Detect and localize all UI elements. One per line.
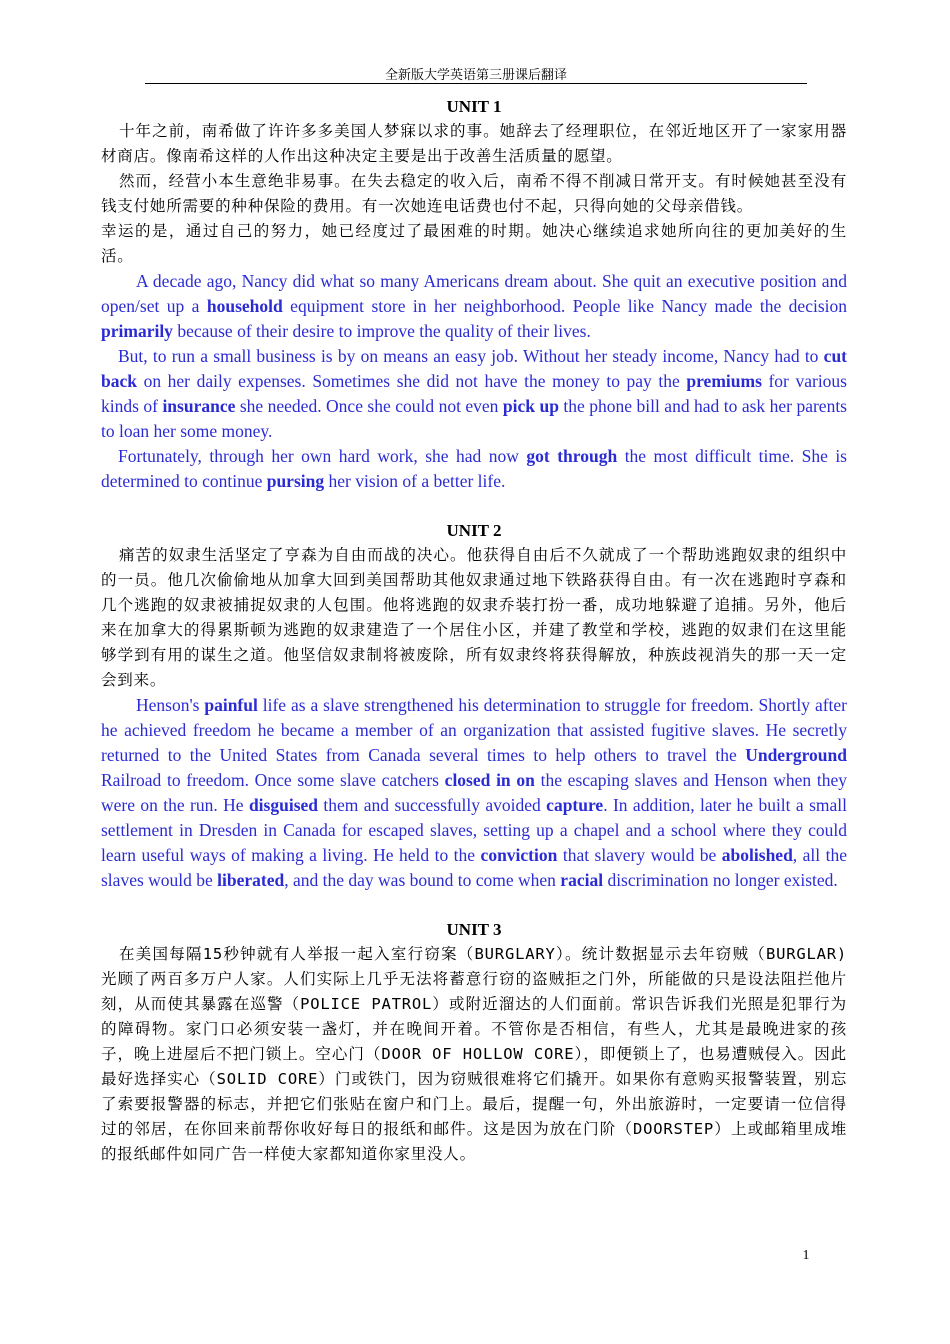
vocabulary-term: liberated bbox=[217, 870, 285, 890]
chinese-paragraph: 痛苦的奴隶生活坚定了亨森为自由而战的决心。他获得自由后不久就成了一个帮助逃跑奴隶的组织中的一员。他几次偷偷地从加拿大回到美国帮助其他奴隶通过地下铁路获得自由。有一次在逃跑时亨森和几个逃跑的奴隶被捕捉奴隶的人包围。他将逃跑的奴隶乔装打扮一番，成功地躲避了追捕。另外，他后来在加拿大的得累斯顿为逃跑的奴隶建造了一个居住小区，并建了教堂和学校，逃跑的奴隶们在这里能够学到有用的谋生之道。他坚信奴隶制将被废除，所有奴隶终将获得解放，种族歧视消失的那一天一定会到来。 bbox=[101, 546, 847, 689]
running-header: 全新版大学英语第三册课后翻译 bbox=[384, 68, 567, 83]
unit-3-section bbox=[101, 918, 847, 1167]
vocabulary-term: primarily bbox=[101, 321, 173, 341]
unit-title: UNIT 1 bbox=[446, 97, 502, 116]
section-spacer bbox=[101, 893, 847, 918]
unit-title: UNIT 3 bbox=[446, 920, 502, 939]
chinese-paragraph: 幸运的是，通过自己的努力，她已经度过了最困难的时期。她决心继续追求她所向往的更加美好的生活。 bbox=[101, 222, 847, 265]
vocabulary-term: disguised bbox=[248, 795, 319, 815]
vocabulary-term: pursing bbox=[266, 471, 325, 491]
vocabulary-term: insurance bbox=[162, 396, 236, 416]
vocabulary-term: abolished bbox=[721, 845, 793, 865]
document-body bbox=[101, 95, 847, 1167]
vocabulary-term: got through bbox=[526, 446, 618, 466]
english-translation-paragraph: But, to run a small business is by on means an easy job. Without her steady income, Nancy had to cut back on her daily expenses. Sometimes she did not have the money to pay the premiums for various kinds of insurance she needed. Once she could not even pick up the phone bill and had to ask her parents to loan her some money. bbox=[101, 346, 847, 441]
vocabulary-term: capture bbox=[546, 795, 604, 815]
vocabulary-term: conviction bbox=[480, 845, 558, 865]
vocabulary-term: painful bbox=[204, 695, 258, 715]
vocabulary-term: cut back bbox=[101, 346, 847, 391]
chinese-paragraph: 十年之前，南希做了许许多多美国人梦寐以求的事。她辞去了经理职位，在邻近地区开了一家家用器材商店。像南希这样的人作出这种决定主要是出于改善生活质量的愿望。 bbox=[101, 122, 847, 165]
vocabulary-term: household bbox=[206, 296, 283, 316]
vocabulary-term: racial bbox=[560, 870, 604, 890]
vocabulary-term: closed in on bbox=[444, 770, 535, 790]
chinese-paragraph: 然而，经营小本生意绝非易事。在失去稳定的收入后，南希不得不削减日常开支。有时候她甚至没有钱支付她所需要的种种保险的费用。有一次她连电话费也付不起，只得向她的父母亲借钱。 bbox=[101, 172, 847, 215]
page-number: 1 bbox=[802, 1248, 810, 1263]
unit-1-section bbox=[101, 95, 847, 494]
unit-title: UNIT 2 bbox=[446, 521, 502, 540]
unit-2-section bbox=[101, 519, 847, 893]
vocabulary-term: Underground bbox=[745, 745, 847, 765]
english-translation-paragraph: Fortunately, through her own hard work, she had now got through the most difficult time. She is determined to continue pursing her vision of a better life. bbox=[101, 446, 847, 491]
english-translation-paragraph: Henson's painful life as a slave strengthened his determination to struggle for freedom. Shortly after he achieved freedom he became a member of an organization that assisted fugitive slaves. He secretly returned to the United States from Canada several times to help others to travel the Underground Railroad to freedom. Once some slave catchers closed in on the escaping slaves and Henson when they were on the run. He disguised them and successfully avoided capture. In addition, later he built a small settlement in Dresden in Canada for escaped slaves, setting up a chapel and a school where they could learn useful ways of making a living. He held to the conviction that slavery would be abolished, all the slaves would be liberated, and the day was bound to come when racial discrimination no longer existed. bbox=[101, 695, 847, 890]
english-translation-paragraph: A decade ago, Nancy did what so many Americans dream about. She quit an executive position and open/set up a household equipment store in her neighborhood. People like Nancy made the decision primarily because of their desire to improve the quality of their lives. bbox=[101, 271, 847, 341]
vocabulary-term: premiums bbox=[686, 371, 762, 391]
chinese-paragraph: 在美国每隔15秒钟就有人举报一起入室行窃案（BURGLARY）。统计数据显示去年窃贼（BURGLAR)光顾了两百多万户人家。人们实际上几乎无法将蓄意行窃的盗贼拒之门外，所能做的只是设法阻拦他片刻，从而使其暴露在巡警（POLICE PATROL）或附近溜达的人们面前。常识告诉我们光照是犯罪行为的障碍物。家门口必须安装一盏灯，并在晚间开着。不管你是否相信，有些人，尤其是最晚进家的孩子，晚上进屋后不把门锁上。空心门（DOOR OF HOLLOW CORE），即便锁上了，也易遭贼侵入。因此最好选择实心（SOLID CORE）门或铁门，因为窃贼很难将它们撬开。如果你有意购买报警装置，别忘了索要报警器的标志，并把它们张贴在窗户和门上。最后，提醒一句，外出旅游时，一定要请一位信得过的邻居，在你回来前帮你收好每日的报纸和邮件。这是因为放在门阶（DOORSTEP）上或邮箱里成堆的报纸邮件如同广告一样使大家都知道你家里没人。 bbox=[101, 945, 847, 1163]
vocabulary-term: pick up bbox=[502, 396, 559, 416]
section-spacer bbox=[101, 494, 847, 519]
header-rule bbox=[145, 83, 807, 84]
